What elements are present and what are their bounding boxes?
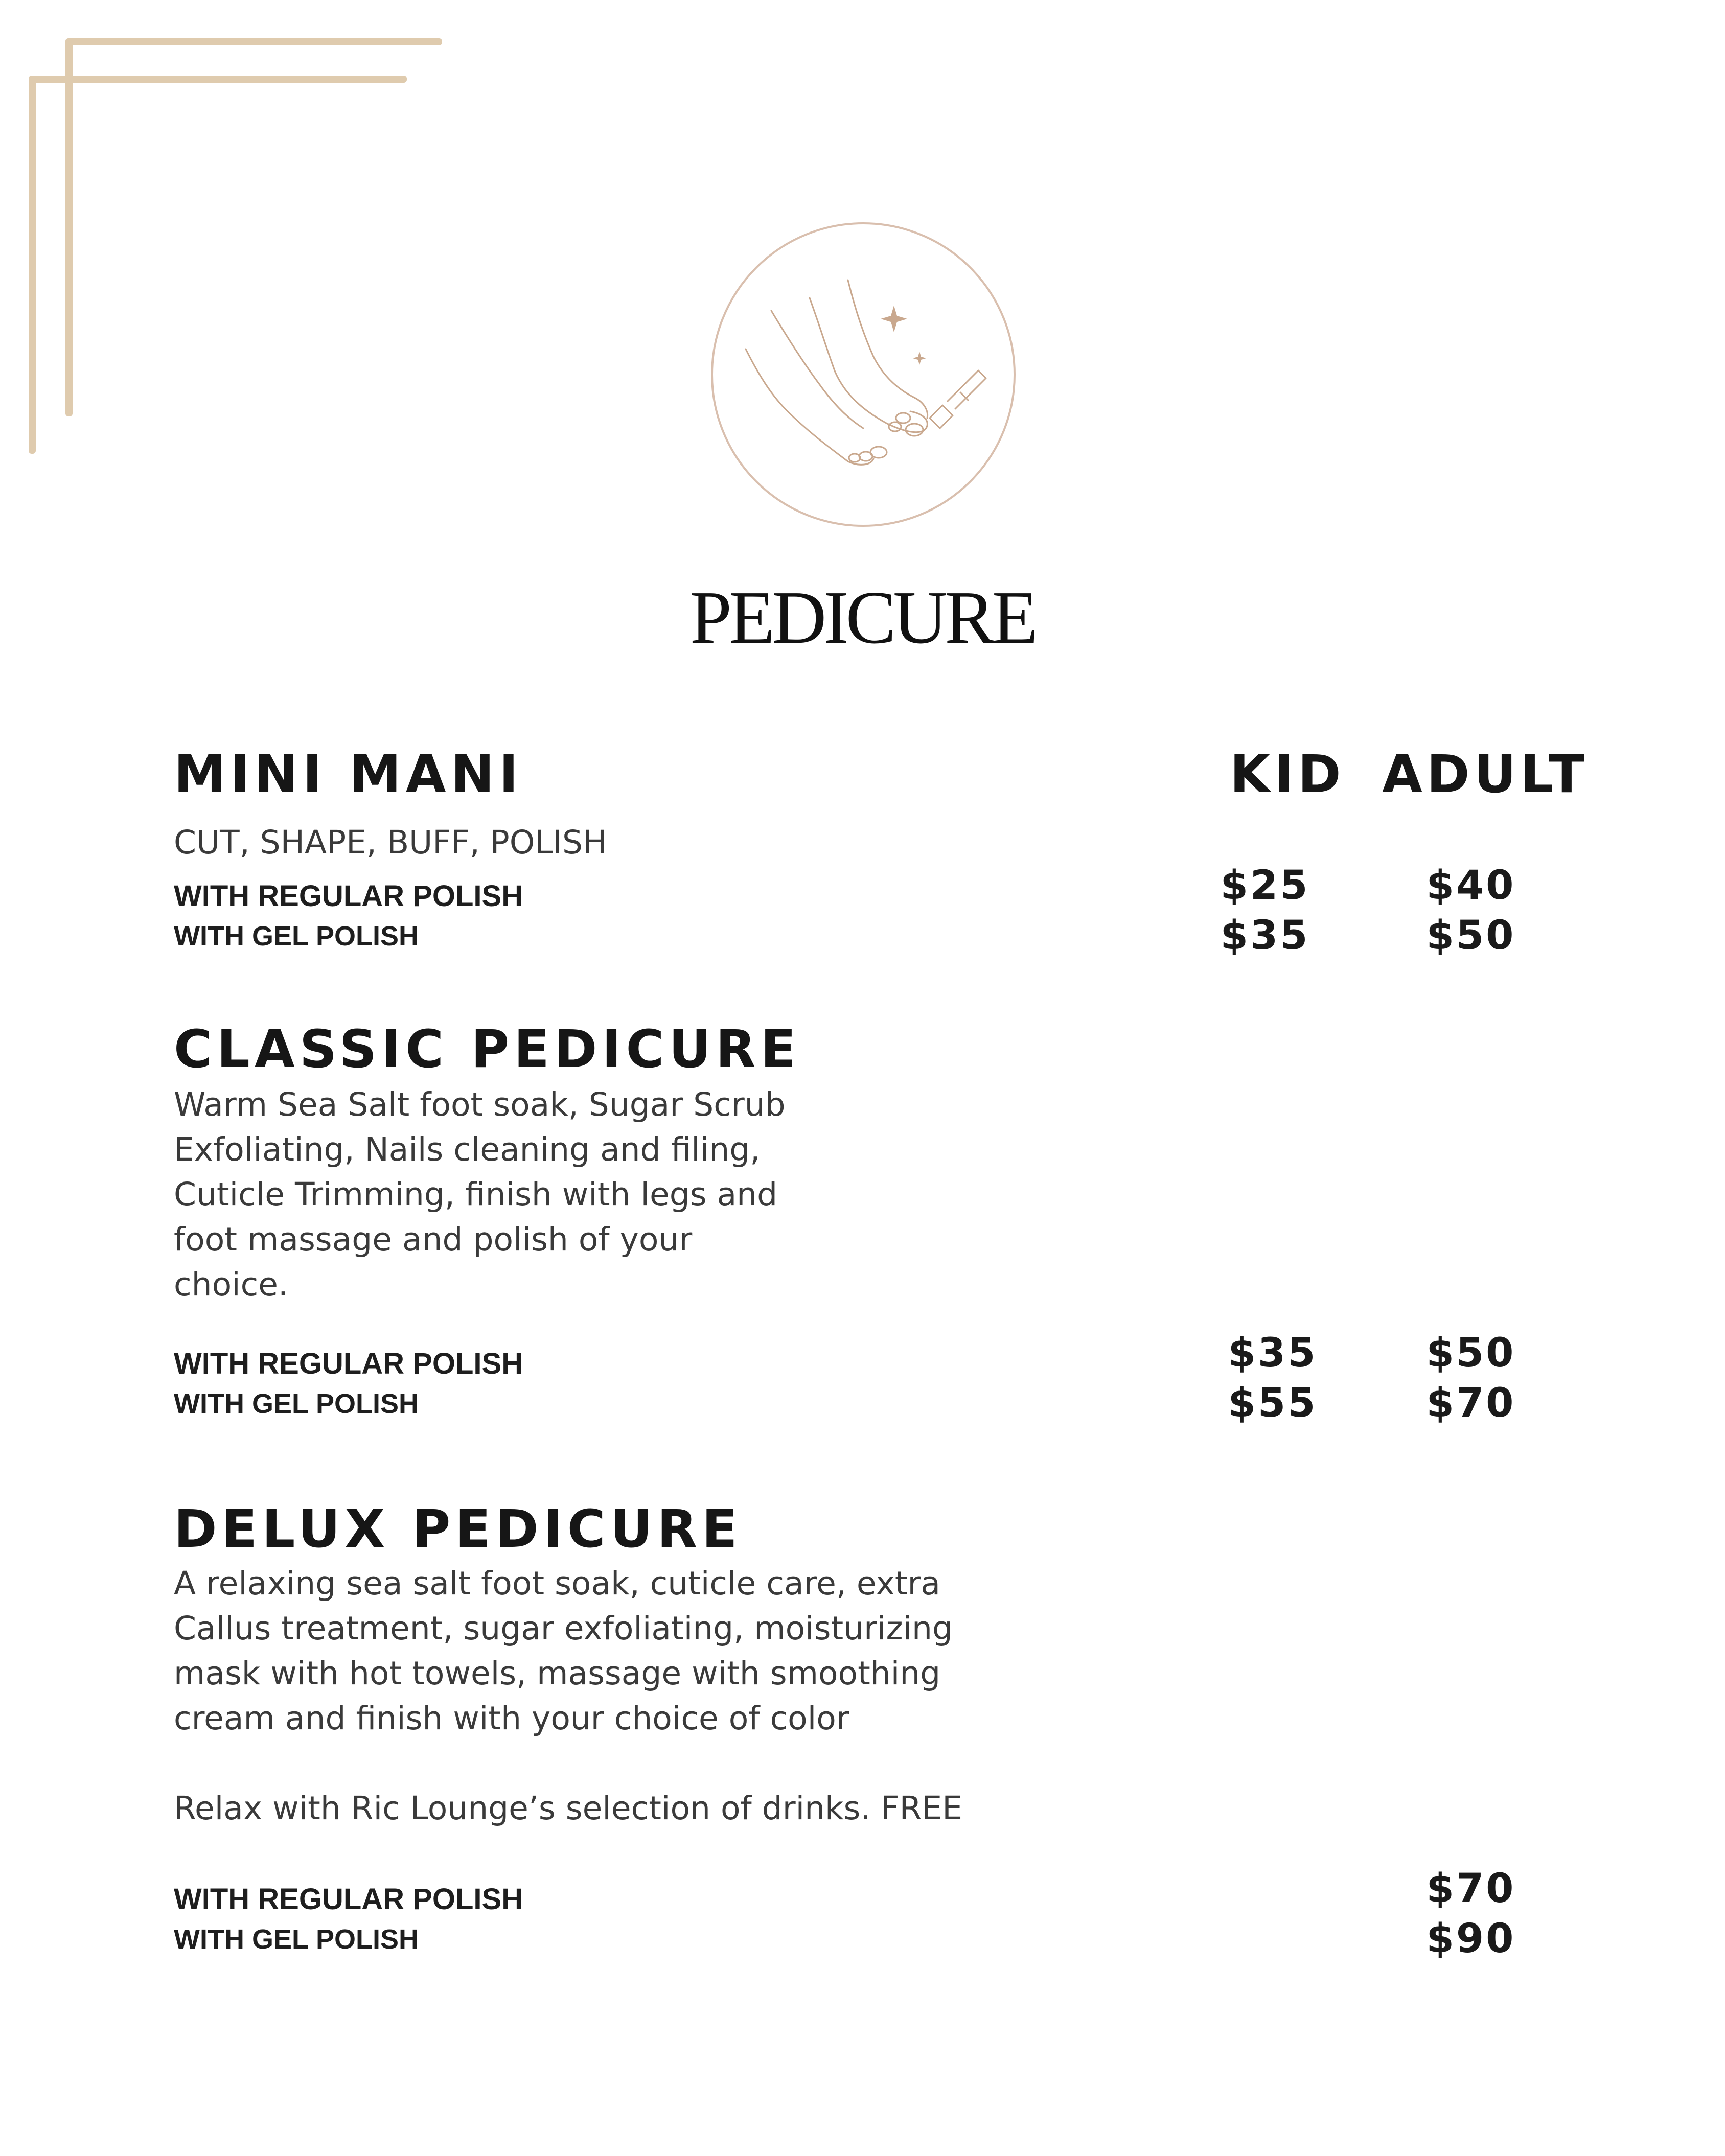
column-header-kid: KID xyxy=(1230,744,1345,805)
option-label-regular-polish: WITH REGULAR POLISH xyxy=(174,1347,523,1380)
description-line: Exfoliating, Nails cleaning and filing, xyxy=(174,1131,761,1168)
price-adult: $70 xyxy=(1426,1380,1516,1426)
option-label-gel-polish: WITH GEL POLISH xyxy=(174,1388,419,1419)
price-kid: $35 xyxy=(1228,1330,1318,1376)
description-line: Warm Sea Salt foot soak, Sugar Scrub xyxy=(174,1086,786,1123)
description-line: foot massage and polish of your xyxy=(174,1221,693,1258)
section-title-mini-mani: MINI MANI xyxy=(174,744,523,805)
section-title-delux-pedicure: DELUX PEDICURE xyxy=(174,1499,742,1560)
option-label-regular-polish: WITH REGULAR POLISH xyxy=(174,1883,523,1916)
description-line: choice. xyxy=(174,1266,289,1303)
option-label-regular-polish: WITH REGULAR POLISH xyxy=(174,879,523,913)
price-adult: $50 xyxy=(1426,1330,1516,1376)
option-label-gel-polish: WITH GEL POLISH xyxy=(174,921,419,952)
price-adult: $90 xyxy=(1426,1916,1516,1962)
price-kid: $25 xyxy=(1220,863,1310,909)
description-line: cream and finish with your choice of color xyxy=(174,1700,849,1737)
section-note-free-drinks: Relax with Ric Lounge’s selection of drinks. FREE xyxy=(174,1790,963,1827)
column-header-adult: ADULT xyxy=(1382,744,1589,805)
section-description-delux-pedicure xyxy=(174,1561,953,1741)
price-adult: $50 xyxy=(1426,913,1516,959)
section-description-mini-mani: CUT, SHAPE, BUFF, POLISH xyxy=(174,824,607,861)
description-line: mask with hot towels, massage with smoothing xyxy=(174,1655,941,1692)
corner-line-top-outer xyxy=(65,38,442,45)
corner-line-top-inner xyxy=(29,76,407,83)
description-line: A relaxing sea salt foot soak, cuticle care, extra xyxy=(174,1565,941,1602)
price-adult: $70 xyxy=(1426,1866,1516,1912)
section-description-classic-pedicure xyxy=(174,1082,786,1307)
description-line: Cuticle Trimming, finish with legs and xyxy=(174,1176,778,1213)
page-title: PEDICURE xyxy=(689,576,1036,660)
corner-line-vertical-inner xyxy=(65,38,73,416)
section-title-classic-pedicure: CLASSIC PEDICURE xyxy=(174,1019,801,1080)
price-kid: $55 xyxy=(1228,1380,1318,1426)
corner-line-vertical-outer xyxy=(29,76,36,454)
description-line: Callus treatment, sugar exfoliating, moisturizing xyxy=(174,1610,953,1647)
price-adult: $40 xyxy=(1426,863,1516,909)
price-kid: $35 xyxy=(1220,913,1310,959)
pedicure-feet-icon xyxy=(710,221,1017,528)
option-label-gel-polish: WITH GEL POLISH xyxy=(174,1924,419,1955)
